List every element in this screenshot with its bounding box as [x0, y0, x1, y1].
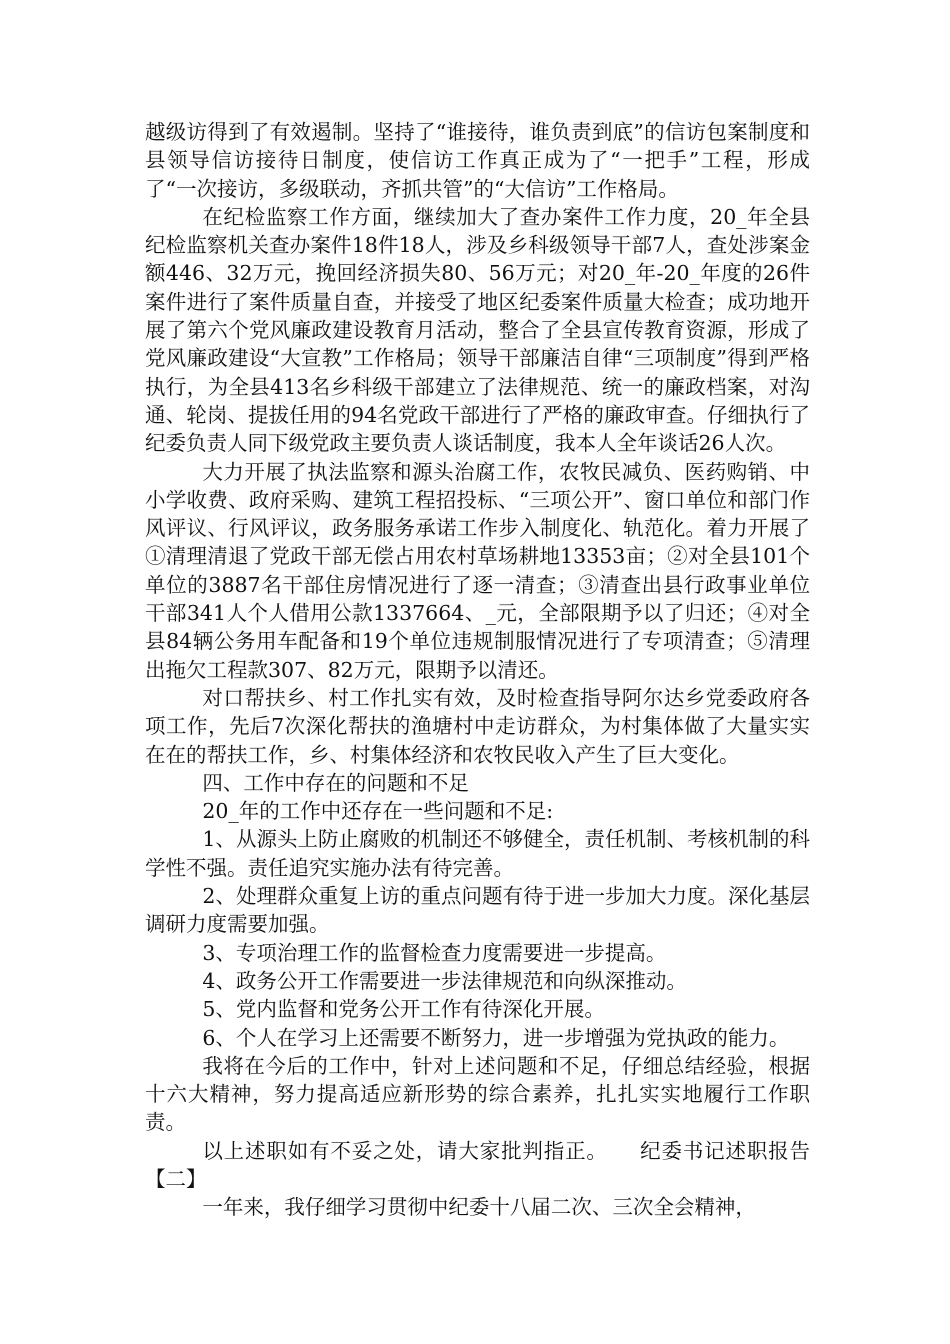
body-paragraph: 大力开展了执法监察和源头治腐工作，农牧民减负、医药购销、中小学收费、政府采购、建筑工程招投标、“三项公开”、窗口单位和部门作风评议、行风评议，政务服务承诺工作步入制度化、轨范化。着力开展了①清理清退了党政干部无偿占用农村草场耕地13353亩；②对全县101个单位的3887名干部住房情况进行了逐一清查；③清查出县行政事业单位干部341人个人借用公款1337664、_元，全部限期予以了归还；④对全县84辆公务用车配备和19个单位违规制服情况进行了专项清查；⑤清理出拖欠工程款307、82万元，限期予以清还。 [145, 459, 810, 682]
list-item: 4、政务公开工作需要进一步法律规范和向纵深推动。 [202, 968, 687, 993]
list-item: 6、个人在学习上还需要不断努力，进一步增强为党执政的能力。 [202, 1025, 790, 1050]
body-paragraph: 一年来，我仔细学习贯彻中纪委十八届二次、三次全会精神， [202, 1195, 756, 1220]
document-page [145, 118, 810, 1222]
body-paragraph: 对口帮扶乡、村工作扎实有效，及时检查指导阿尔达乡党委政府各项工作，先后7次深化帮扶的渔塘村中走访群众，为村集体做了大量实实在在的帮扶工作，乡、村集体经济和农牧民收入产生了巨大变化。 [145, 685, 810, 767]
body-paragraph: 以上述职如有不妥之处，请大家批判指正。 纪委书记述职报告【二】 [145, 1138, 810, 1191]
list-item: 2、处理群众重复上访的重点问题有待于进一步加大力度。深化基层调研力度需要加强。 [145, 884, 810, 937]
section-heading: 四、工作中存在的问题和不足 [202, 770, 469, 795]
body-paragraph: 越级访得到了有效遏制。坚持了“谁接待，谁负责到底”的信访包案制度和县领导信访接待日制度，使信访工作真正成为了“一把手”工程，形成了“一次接访，多级联动，齐抓共管”的“大信访”工作格局。 [145, 120, 810, 201]
list-item: 5、党内监督和党务公开工作有待深化开展。 [202, 997, 605, 1022]
body-paragraph: 在纪检监察工作方面，继续加大了查办案件工作力度，20_年全县纪检监察机关查办案件18件18人，涉及乡科级领导干部7人，查处涉案金额446、32万元，挽回经济损失80、56万元；对20_年-20_年度的26件案件进行了案件质量自查，并接受了地区纪委案件质量大检查；成功地开展了第六个党风廉政建设教育月活动，整合了全县宣传教育资源，形成了党风廉政建设“大宣教”工作格局；领导干部廉洁自律“三项制度”得到严格执行，为全县413名乡科级干部建立了法律规范、统一的廉政档案，对沟通、轮岗、提拔任用的94名党政干部进行了严格的廉政审查。仔细执行了纪委负责人同下级党政主要负责人谈话制度，我本人全年谈话26人次。 [145, 204, 810, 456]
list-item: 3、专项治理工作的监督检查力度需要进一步提高。 [202, 940, 667, 965]
body-paragraph: 20_年的工作中还存在一些问题和不足: [202, 799, 554, 824]
body-paragraph: 我将在今后的工作中，针对上述问题和不足，仔细总结经验，根据十六大精神，努力提高适应新形势的综合素养，扎扎实实地履行工作职责。 [145, 1053, 810, 1135]
list-item: 1、从源头上防止腐败的机制还不够健全，责任机制、考核机制的科学性不强。责任追究实施办法有待完善。 [145, 827, 810, 880]
